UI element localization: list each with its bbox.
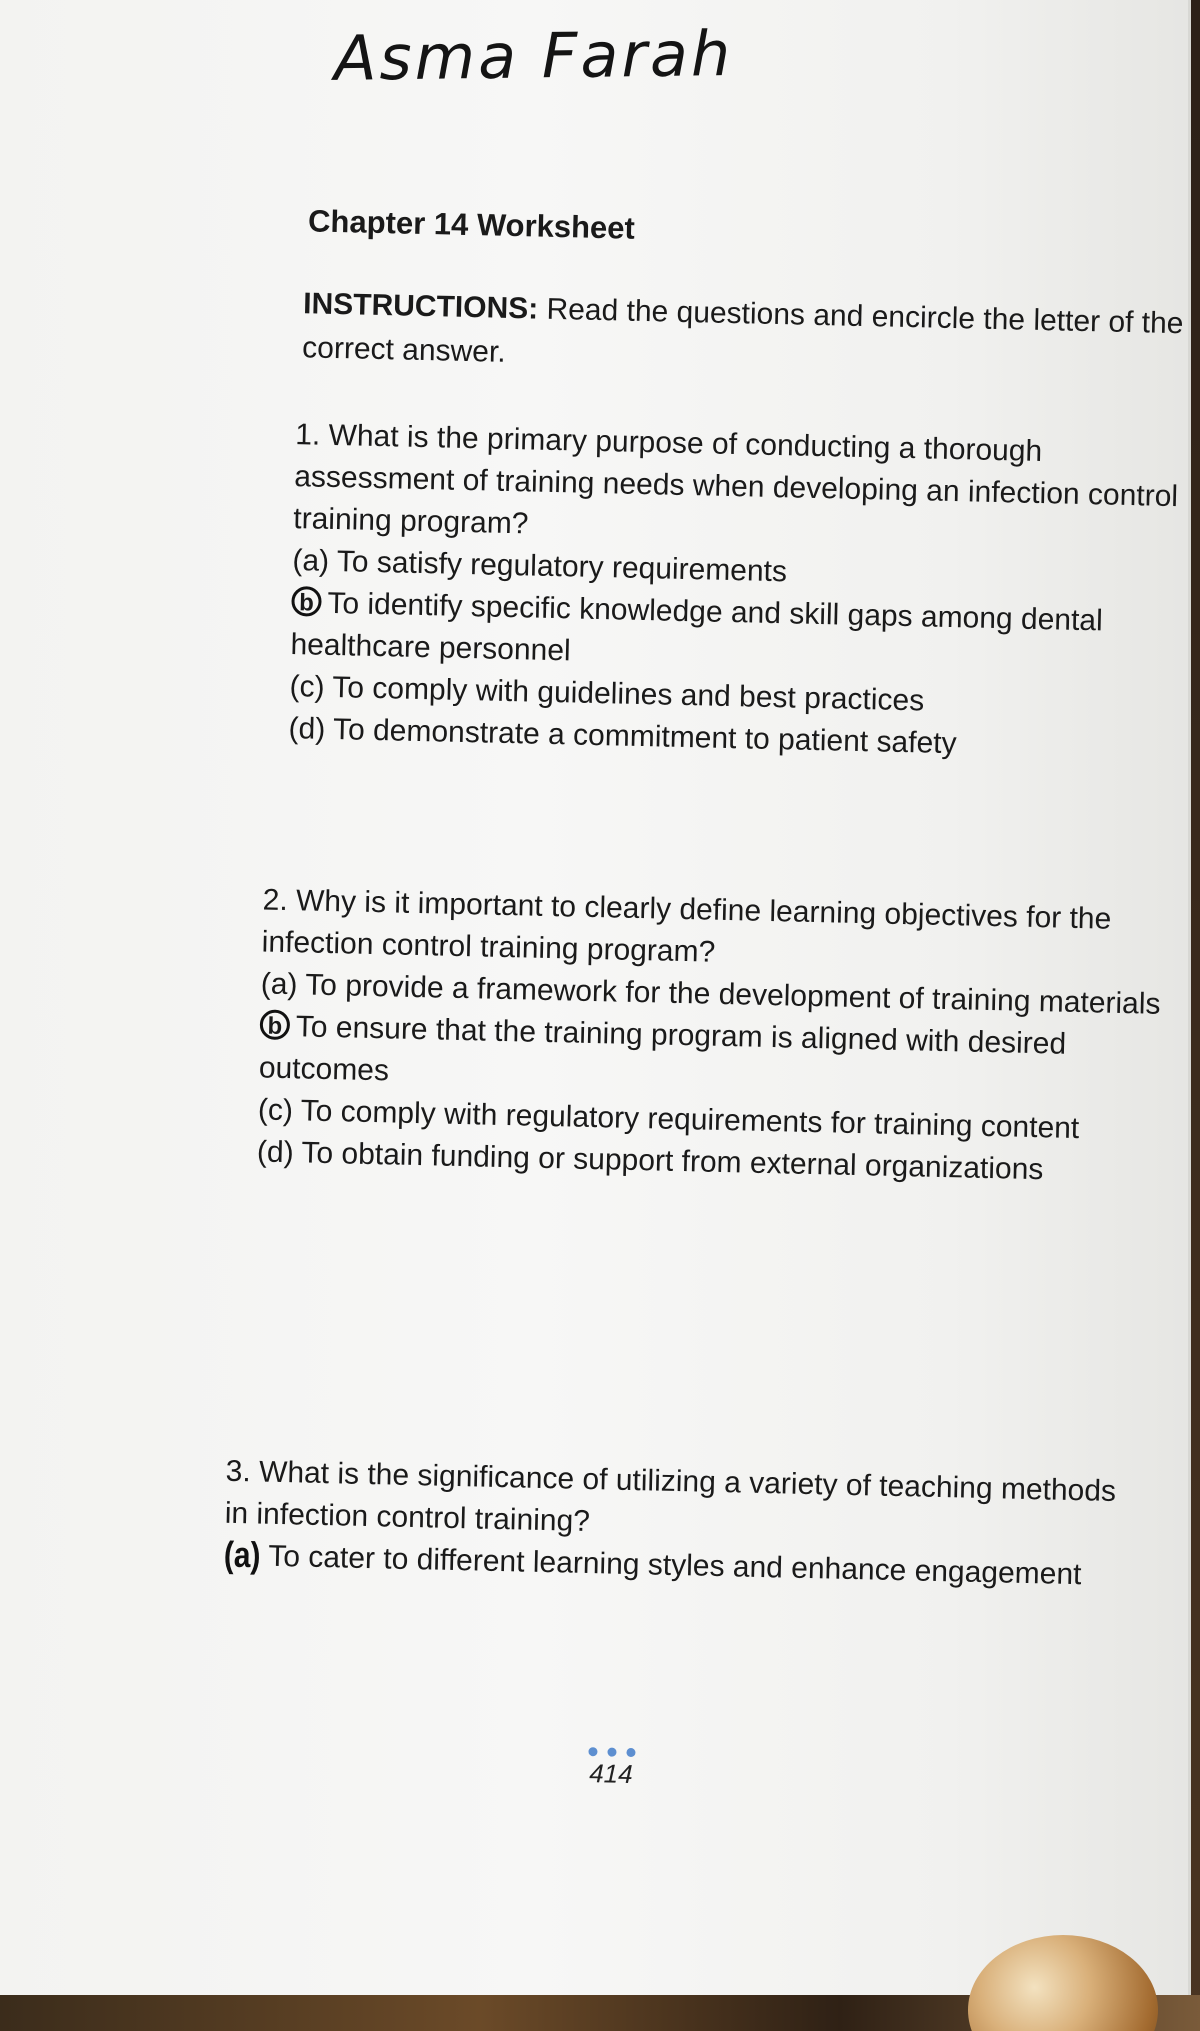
instructions-text: Read the questions and encircle the letter of the correct answer. xyxy=(301,292,1184,369)
footer-dot xyxy=(588,1747,597,1756)
worksheet-title: Chapter 14 Worksheet xyxy=(307,203,636,246)
circled-answer-b: b xyxy=(291,586,322,617)
option-text: To ensure that the training program is aligned with desired outcomes xyxy=(258,1010,1067,1088)
option-text: To satisfy regulatory requirements xyxy=(336,545,788,589)
question-2-text: 2. Why is it important to clearly define learning objectives for the infection control training program? xyxy=(261,883,1112,969)
option-letter: (a) xyxy=(260,967,298,1002)
question-1-text: 1. What is the primary purpose of conducting a thorough assessment of training needs when developing an infection control training program? xyxy=(293,418,1179,541)
circled-answer-b: b xyxy=(260,1009,291,1040)
option-text: To comply with regulatory requirements for training content xyxy=(300,1094,1080,1146)
option-letter: (c) xyxy=(289,670,325,704)
marked-answer-a: (a) xyxy=(223,1535,261,1576)
handwritten-signature: Asma Farah xyxy=(333,16,734,95)
option-letter: (d) xyxy=(288,712,326,746)
instructions xyxy=(302,282,1200,391)
option-letter: (c) xyxy=(257,1093,294,1128)
option-letter: (a) xyxy=(292,544,330,578)
instructions-label: INSTRUCTIONS: xyxy=(302,287,539,326)
option-text: To demonstrate a commitment to patient safety xyxy=(332,713,957,761)
question-2 xyxy=(257,879,1163,1193)
option-text: To identify specific knowledge and skill gaps among dental healthcare personnel xyxy=(290,586,1104,668)
option-text: To obtain funding or support from external organizations xyxy=(301,1136,1044,1187)
option-text: To provide a framework for the development of training materials xyxy=(304,968,1161,1021)
question-3 xyxy=(223,1451,1126,1597)
page-number: 414 xyxy=(588,1758,634,1790)
question-3-text: 3. What is the significance of utilizing a variety of teaching methods in infection control training? xyxy=(224,1454,1117,1539)
footer-dot xyxy=(626,1748,635,1757)
footer-dot xyxy=(607,1748,616,1757)
option-text: To cater to different learning styles and enhance engagement xyxy=(267,1539,1082,1592)
option-text: To comply with guidelines and best practices xyxy=(331,671,925,718)
option-letter: (d) xyxy=(256,1135,295,1170)
page-footer xyxy=(0,1733,1165,1802)
question-1 xyxy=(288,414,1195,770)
